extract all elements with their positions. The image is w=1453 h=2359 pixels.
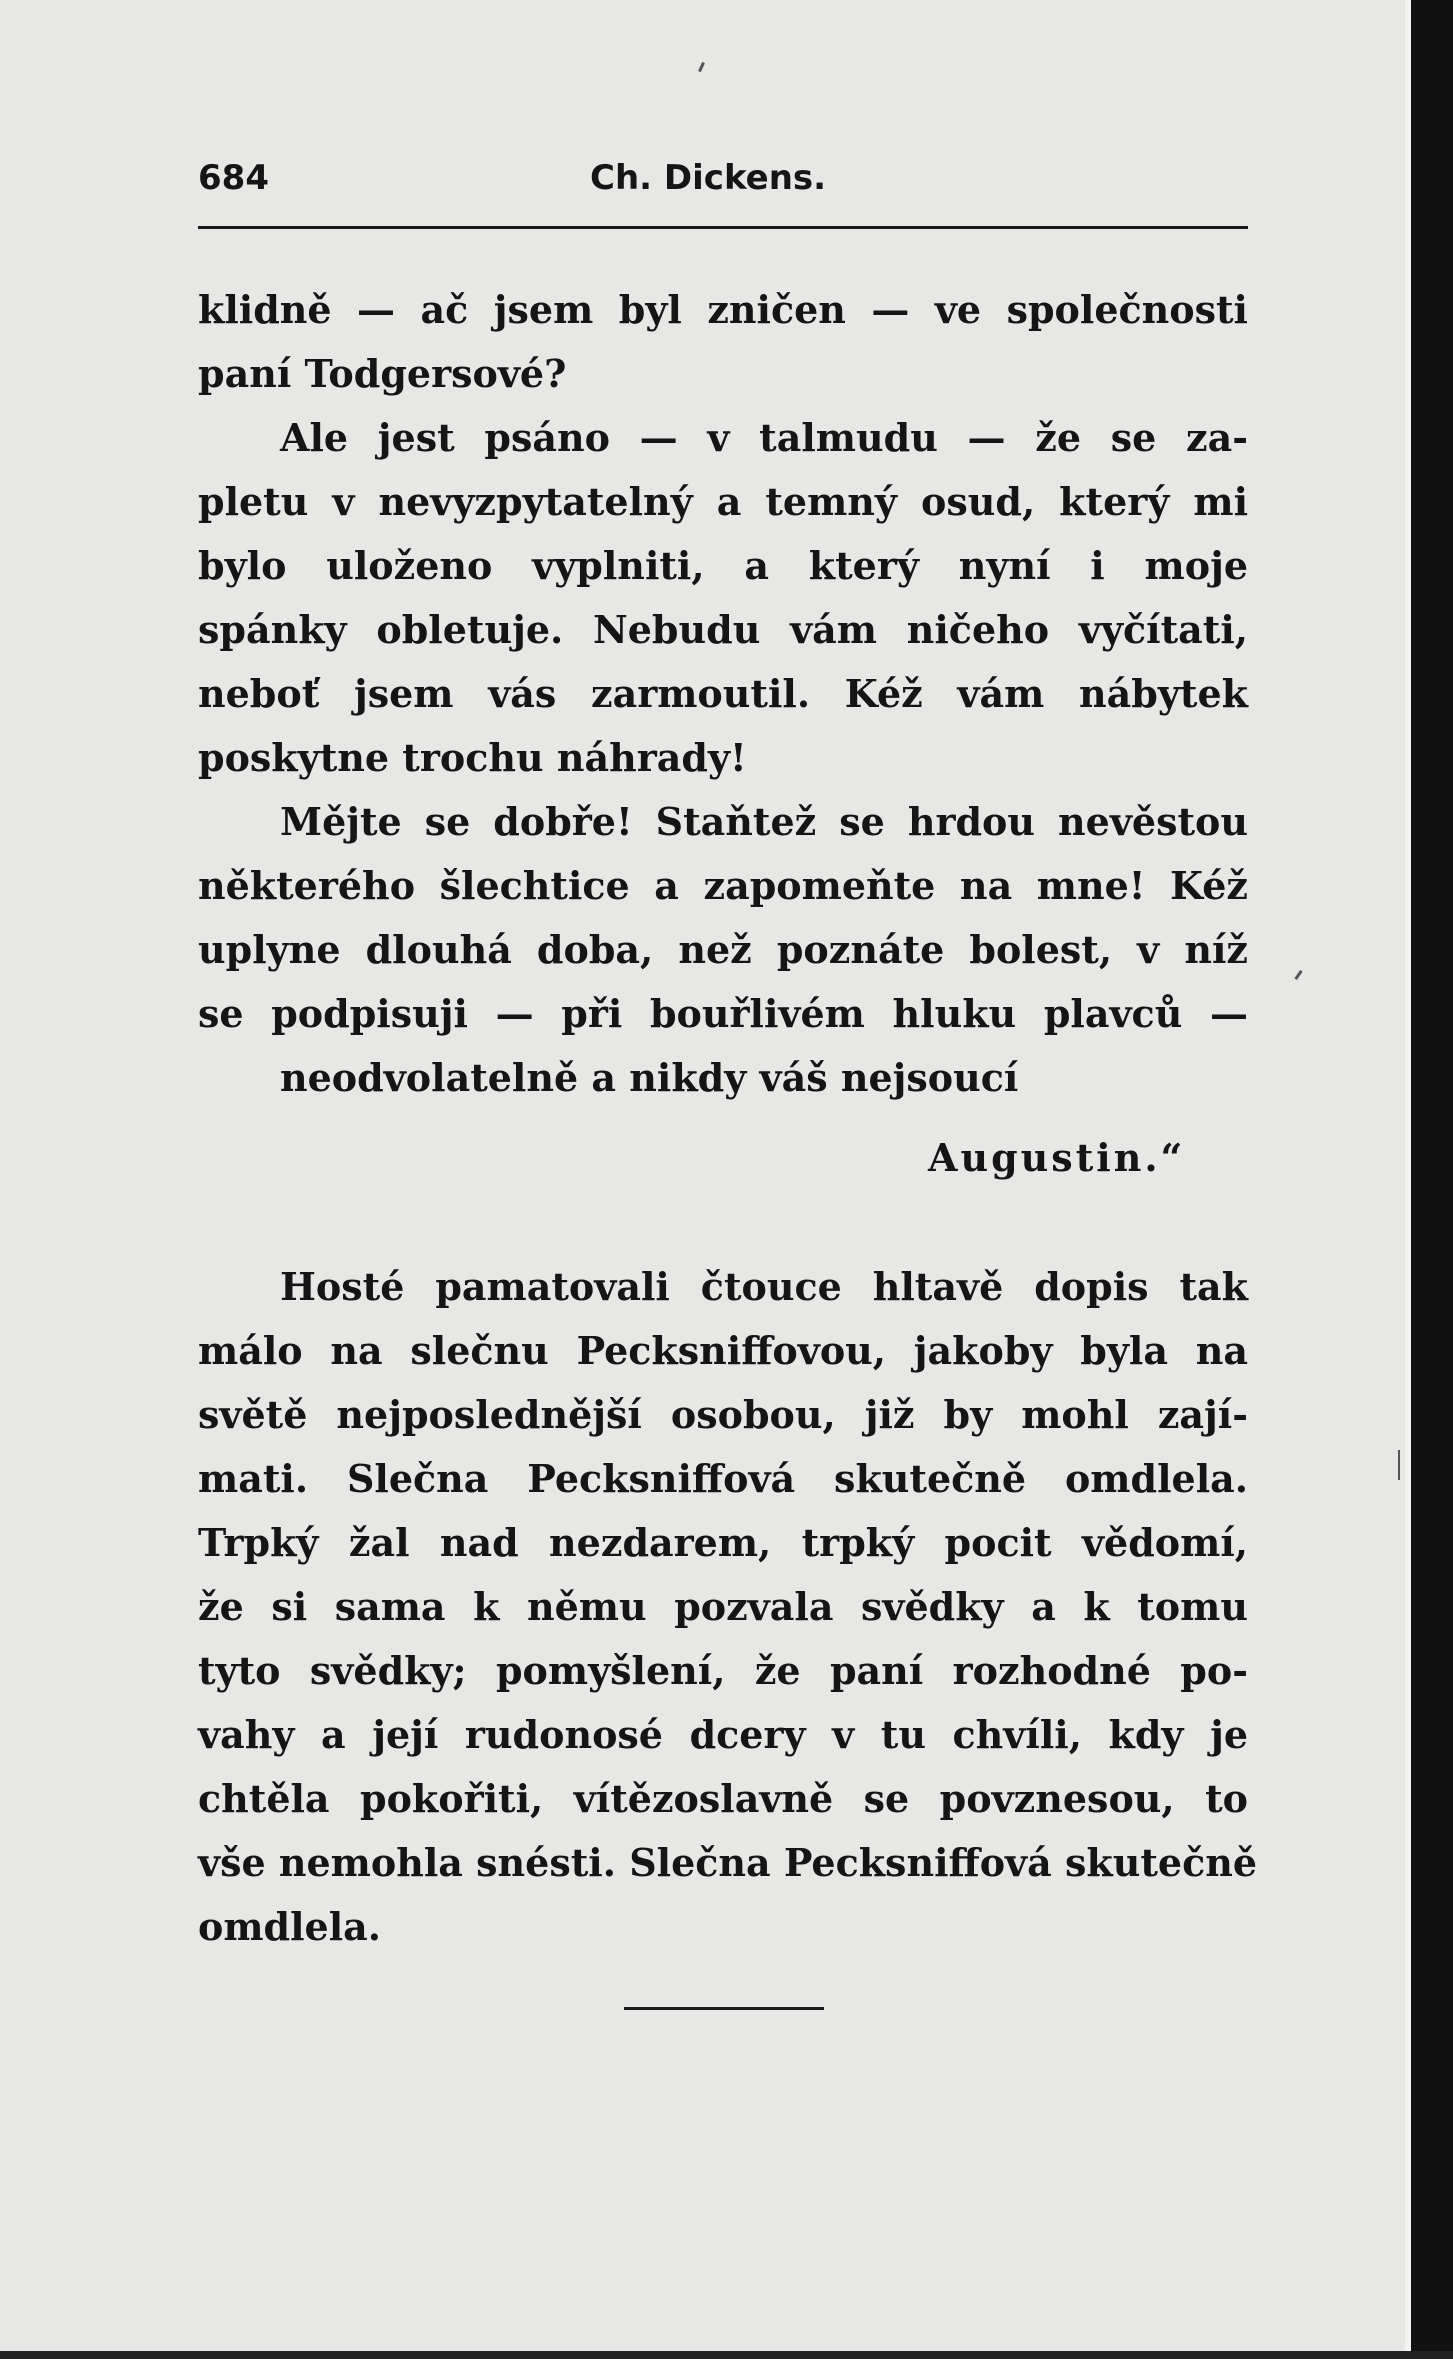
header-rule — [198, 226, 1248, 229]
text-line: Ale jest psáno — v talmudu — že se za- — [280, 415, 1248, 460]
narrative-text — [198, 1255, 1258, 1959]
text-line: pletu v nevyzpytatelný a temný osud, který mi — [198, 479, 1248, 524]
text-line: poskytne trochu náhrady! — [198, 735, 747, 780]
running-title: Ch. Dickens. — [590, 158, 827, 198]
text-line: tyto svědky; pomyšlení, že paní rozhodné po- — [198, 1648, 1248, 1693]
text-line: paní Todgersové? — [198, 351, 567, 396]
section-end-rule — [624, 2007, 824, 2010]
letter-signature: Augustin.“ — [928, 1135, 1186, 1180]
text-line: omdlela. — [198, 1904, 382, 1949]
text-line: některého šlechtice a zapomeňte na mne! Kéž — [198, 863, 1248, 908]
scan-speck — [1294, 970, 1302, 980]
text-line: bylo uloženo vyplniti, a který nyní i moje — [198, 543, 1248, 588]
text-line: Mějte se dobře! Staňtež se hrdou nevěstou — [280, 799, 1248, 844]
text-line: Trpký žal nad nezdarem, trpký pocit vědomí, — [198, 1520, 1248, 1565]
text-line: Hosté pamatovali čtouce hltavě dopis tak — [280, 1264, 1248, 1309]
scan-speck — [698, 62, 705, 72]
page-edge-shadow — [1411, 0, 1453, 2359]
text-line: mati. Slečna Pecksniffová skutečně omdlela. — [198, 1456, 1248, 1501]
letter-text — [198, 278, 1248, 1110]
page-bottom-edge — [0, 2351, 1453, 2359]
text-line: klidně — ač jsem byl zničen — ve společnosti — [198, 287, 1248, 332]
text-line: vahy a její rudonosé dcery v tu chvíli, kdy je — [198, 1712, 1248, 1757]
text-line: neodvolatelně a nikdy váš nejsoucí — [280, 1055, 1019, 1100]
text-line: se podpisuji — při bouřlivém hluku plavců — — [198, 991, 1248, 1036]
text-line: neboť jsem vás zarmoutil. Kéž vám nábytek — [198, 671, 1248, 716]
text-line: spánky obletuje. Nebudu vám ničeho vyčítati, — [198, 607, 1248, 652]
text-line: že si sama k němu pozvala svědky a k tomu — [198, 1584, 1248, 1629]
text-line: chtěla pokořiti, vítězoslavně se povznesou, to — [198, 1776, 1248, 1821]
text-line: uplyne dlouhá doba, než poznáte bolest, v níž — [198, 927, 1248, 972]
scan-speck — [1398, 1450, 1400, 1480]
page-header — [198, 158, 1248, 208]
page-number: 684 — [198, 158, 269, 198]
text-line: vše nemohla snésti. Slečna Pecksniffová skutečně — [198, 1840, 1258, 1885]
text-line: světě nejposlednější osobou, již by mohl zají- — [198, 1392, 1248, 1437]
text-line: málo na slečnu Pecksniffovou, jakoby byla na — [198, 1328, 1248, 1373]
